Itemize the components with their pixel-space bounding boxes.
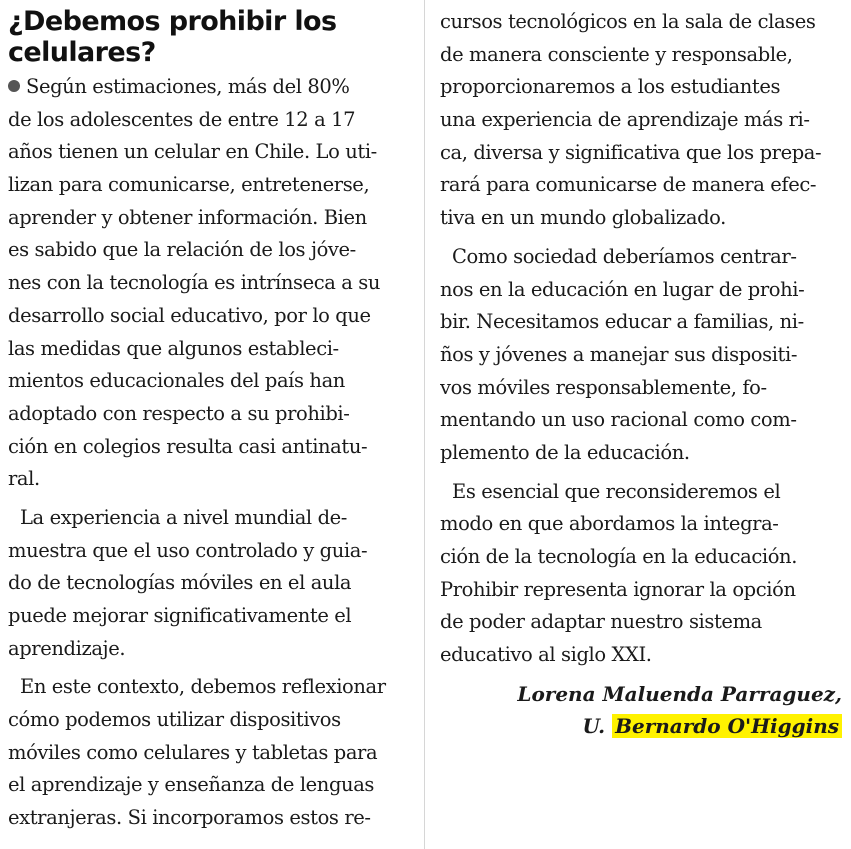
right-column [440, 6, 846, 742]
text-line: mientos educacionales del país han [8, 369, 345, 393]
article-paragraph [8, 671, 412, 834]
column-divider [424, 0, 425, 849]
author-name: Lorena Maluenda Parraguez, [517, 681, 842, 706]
text-line: Es esencial que reconsideremos el [452, 479, 781, 503]
article-headline [8, 6, 412, 68]
text-line: ción de la tecnología en la educación. [440, 545, 797, 568]
text-line: vos móviles responsablemente, fo- [440, 375, 767, 399]
text-line: extranjeras. Si incorporamos estos re- [8, 806, 371, 830]
right-column-body [440, 6, 846, 672]
headline-line: celulares? [8, 37, 156, 68]
left-column [8, 6, 412, 841]
text-line: proporcionaremos a los estudiantes [440, 75, 781, 99]
text-line-content: Según estimaciones, más del 80% [26, 75, 350, 98]
text-line: ca, diversa y significativa que los prepa- [440, 140, 822, 164]
text-line: modo en que abordamos la integra- [440, 512, 779, 536]
bullet-icon [8, 80, 20, 92]
text-line: cursos tecnológicos en la sala de clases [440, 10, 816, 33]
highlighted-affiliation: Bernardo O'Higgins [612, 714, 842, 738]
text-line: nos en la educación en lugar de prohi- [440, 277, 805, 301]
text-line [8, 71, 412, 104]
text-line: años tienen un celular en Chile. Lo uti- [8, 140, 377, 164]
text-line: ral. [8, 467, 40, 491]
article-paragraph [8, 502, 412, 665]
text-line: Como sociedad deberíamos centrar- [452, 244, 797, 268]
text-line: de manera consciente y responsable, [440, 42, 793, 66]
text-line: plemento de la educación. [440, 440, 690, 464]
text-line: ción en colegios resulta casi antinatu- [8, 434, 368, 458]
text-line: do de tecnologías móviles en el aula [8, 571, 352, 595]
text-line: de poder adaptar nuestro sistema [440, 610, 762, 634]
author-affiliation [440, 710, 842, 742]
text-line: La experiencia a nivel mundial de- [20, 505, 347, 529]
text-line: móviles como celulares y tabletas para [8, 740, 378, 764]
text-line: En este contexto, debemos reflexionar [20, 675, 386, 699]
text-line: mentando un uso racional como com- [440, 408, 797, 432]
affiliation-prefix: U. [582, 713, 606, 738]
text-line: muestra que el uso controlado y guia- [8, 538, 368, 562]
headline-line: ¿Debemos prohibir los [8, 6, 337, 37]
text-line: nes con la tecnología es intrínseca a su [8, 271, 381, 295]
author-signature [440, 678, 846, 742]
text-line: aprender y obtener información. Bien [8, 205, 367, 229]
left-column-body [8, 71, 412, 835]
article-paragraph [440, 476, 846, 672]
text-line: desarrollo social educativo, por lo que [8, 303, 371, 327]
text-line: adoptado con respecto a su prohibi- [8, 401, 350, 425]
text-line: rará para comunicarse de manera efec- [440, 173, 817, 197]
text-line: es sabido que la relación de los jóve- [8, 238, 356, 262]
text-line: de los adolescentes de entre 12 a 17 [8, 107, 356, 131]
article-paragraph [440, 6, 846, 235]
text-line: aprendizaje. [8, 636, 126, 660]
article-paragraph [440, 241, 846, 470]
text-line: educativo al siglo XXI. [440, 643, 652, 667]
text-line: Prohibir representa ignorar la opción [440, 577, 796, 601]
text-line: puede mejorar significativamente el [8, 604, 352, 627]
text-line: una experiencia de aprendizaje más ri- [440, 108, 810, 132]
text-line: el aprendizaje y enseñanza de lenguas [8, 773, 375, 797]
text-line: cómo podemos utilizar dispositivos [8, 708, 341, 732]
article-paragraph [8, 71, 412, 496]
text-line: lizan para comunicarse, entretenerse, [8, 173, 370, 197]
text-line: las medidas que algunos estableci- [8, 336, 339, 360]
text-line: ños y jóvenes a manejar sus dispositi- [440, 342, 798, 366]
text-line: bir. Necesitamos educar a familias, ni- [440, 310, 804, 334]
text-line: tiva en un mundo globalizado. [440, 206, 726, 230]
